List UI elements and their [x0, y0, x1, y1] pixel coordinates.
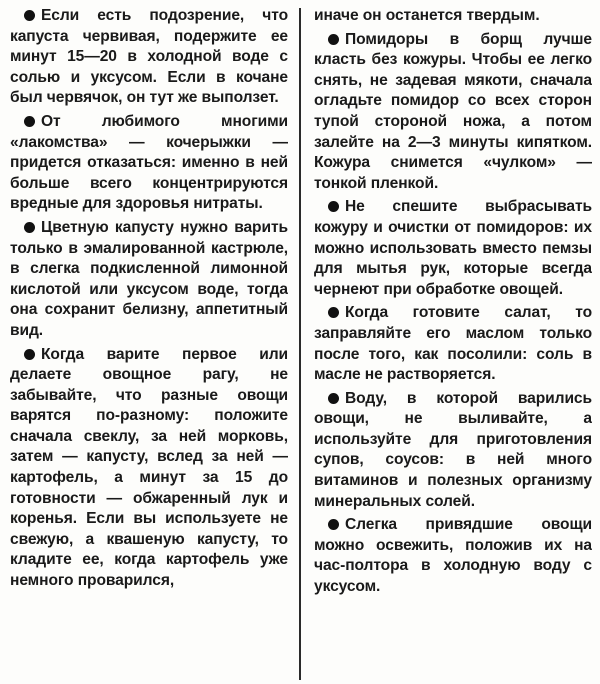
right-column: [314, 6, 592, 682]
tip-paragraph: [314, 30, 592, 195]
tip-text: Когда готовите салат, то заправляйте его маслом только после того, как посолили: соль в масле не растворяется.: [314, 304, 592, 384]
column-divider: [299, 8, 301, 680]
tip-paragraph: [314, 303, 592, 385]
tip-text: Если есть подозрение, что капуста червивая, подержите ее минут 15—20 в холодной воде с солью и уксусом. Если в кочане был червячок, он тут же выползет.: [10, 7, 288, 107]
tip-text: Не спешите выбрасывать кожуру и очистки от помидоров: их можно использовать вместо пемзы для мытья рук, которые всегда чернеют при обработке овощей.: [314, 198, 592, 298]
tip-text: Воду, в которой варились овощи, не выливайте, а используйте для приготовления супов, соусов: в ней много витаминов и полезных организму минеральных солей.: [314, 389, 592, 510]
tip-text: Помидоры в борщ лучше класть без кожуры. Чтобы ее легко снять, не задевая мякоти, сначала огладьте помидор со всех сторон тупой стороной ножа, а потом залейте на 2—3 минуты кипятком. Кожура снимется «чулком» — тонкой пленкой.: [314, 30, 592, 192]
tip-text: Слегка привядшие овощи можно освежить, положив их на час-полтора в холодную воду с уксусом.: [314, 516, 592, 596]
tip-paragraph: [314, 197, 592, 300]
bullet-icon: [328, 307, 339, 318]
tip-paragraph: [10, 112, 288, 215]
bullet-icon: [24, 10, 35, 21]
bullet-icon: [24, 349, 35, 360]
bullet-icon: [328, 34, 339, 45]
bullet-icon: [24, 116, 35, 127]
bullet-icon: [328, 519, 339, 530]
tip-paragraph: [10, 218, 288, 342]
tip-text: Когда варите первое или делаете овощное рагу, не забывайте, что разные овощи варятся по-разному: положите сначала свеклу, за ней морковь, затем — капусту, вслед за ней — картофель, а минут за 15 до готовности — обжаренный лук и коренья. Если вы используете не свежую, а квашеную капусту, то кладите ее, когда картофель уже немного проварился,: [10, 345, 288, 590]
left-column: [10, 6, 288, 682]
tip-paragraph: [314, 515, 592, 597]
continuation-text: иначе он останется твердым.: [314, 7, 540, 24]
bullet-icon: [328, 201, 339, 212]
tip-paragraph: [10, 6, 288, 109]
bullet-icon: [328, 393, 339, 404]
bullet-icon: [24, 222, 35, 233]
tip-text: От любимого многими «лакомства» — кочерыжки — придется отказаться: именно в ней больше всего концентрируются вредные для здоровья нитраты.: [10, 112, 288, 213]
tip-text: Цветную капусту нужно варить только в эмалированной кастрюле, в слегка подкисленной лимонной кислотой или уксусом воде, тогда она сохранит белизну, аппетитный вид.: [10, 218, 288, 339]
tip-paragraph: [10, 345, 288, 592]
tip-paragraph: [314, 389, 592, 513]
